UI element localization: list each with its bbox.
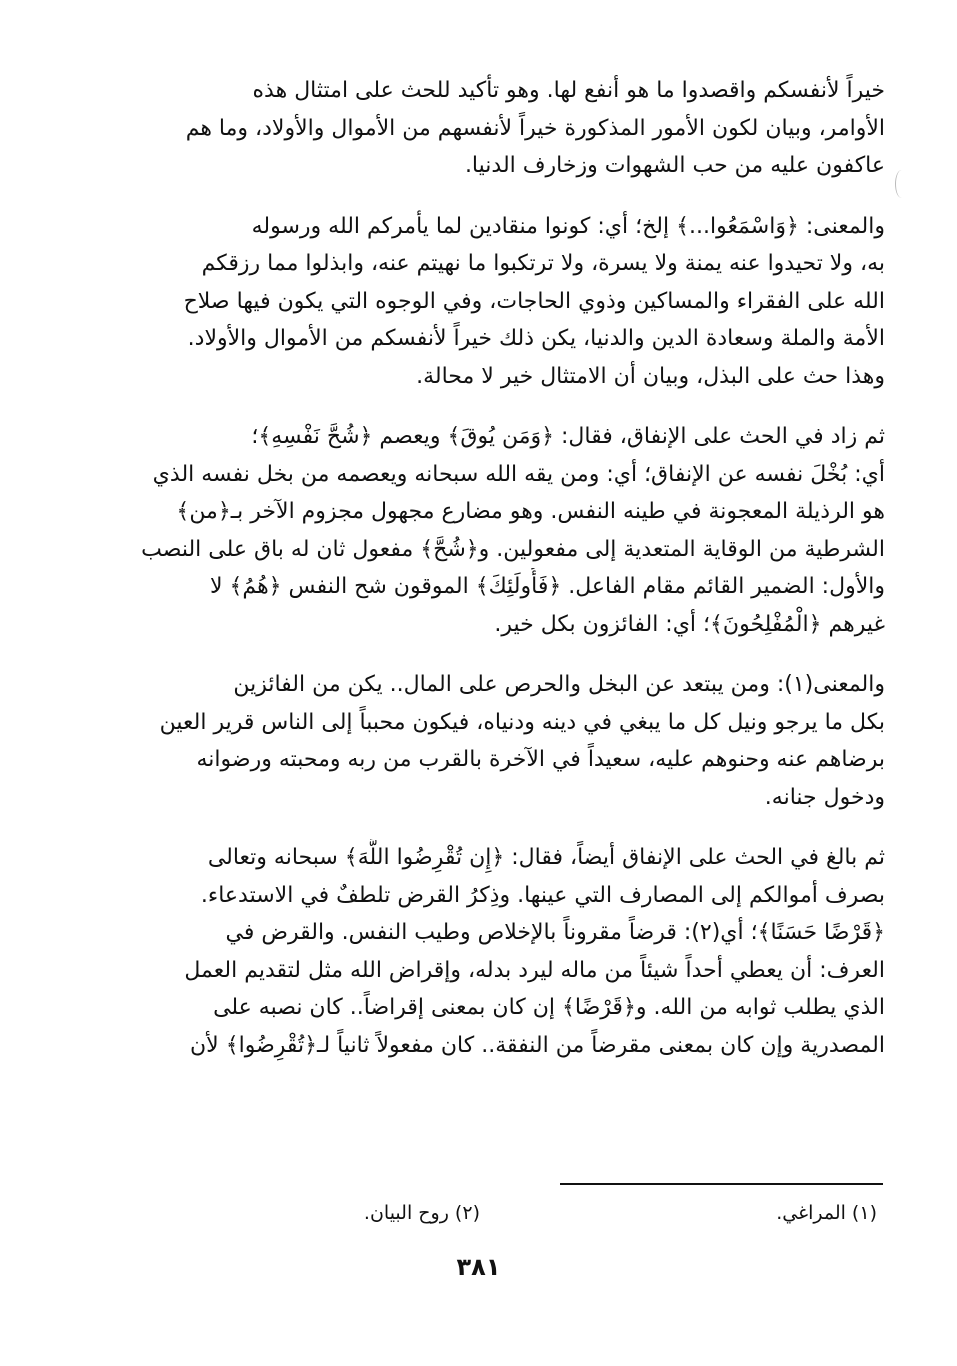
text-line: عاكفون عليه من حب الشهوات وزخارف الدنيا. [464, 153, 885, 178]
footnote-1: (١) المراغي. [776, 1202, 877, 1224]
text-line: والمعنى(١): ومن يبتعد عن البخل والحرص على المال.. يكن من الفائزين [233, 672, 885, 697]
text-line: به، ولا تحيدوا عنه يمنة ولا يسرة، ولا ترتكبوا ما نهيتم عنه، وابذلوا مما رزقكم [201, 251, 885, 276]
text-line: ثم زاد في الحث على الإنفاق، فقال: ﴿وَمَن يُوقَ﴾ ويعصم ﴿شُحَّ نَفْسِهِ﴾؛ [251, 424, 885, 449]
text-line: الشرطية من الوقاية المتعدية إلى مفعولين. و﴿شُحَّ﴾ مفعول ثان له باق على النصب [141, 536, 885, 562]
text-line: ودخول جنانه. [764, 784, 885, 810]
text-line: غيرهم ﴿الْمُفْلِحُونَ﴾؛ أي: الفائزون بكل خير. [494, 611, 885, 637]
paragraph-4 [100, 666, 885, 816]
text-line: برضاهم عنه وحنوهم عليه، سعيداً في الآخرة بالقرب من ربه ومحبته ورضوانه [196, 747, 885, 772]
text-line: المصدرية وإن كان بمعنى مقرضاً من النفقة.. كان مفعولاً ثانياً لـ﴿تُقْرِضُوا﴾ لأن [190, 1032, 885, 1058]
margin-mark [895, 170, 908, 198]
paragraph-1 [100, 72, 885, 185]
text-line: الذي يطلب ثوابه من الله. و﴿قَرْضًا﴾ إن كان بمعنى إقراضاً.. كان نصبه على [213, 995, 885, 1020]
paragraph-2 [100, 208, 885, 396]
text-line: هو الرذيلة المعجونة في طينه النفس. وهو مضارع مجهول مجزوم الآخر بـ﴿من﴾ [176, 499, 885, 524]
text-line: الأمة والملة وسعادة الدين والدنيا، يكن ذلك خيراً لأنفسكم من الأموال والأولاد. [187, 326, 885, 351]
text-line: بصرف أموالكم إلى المصارف التي عينها. وذِكرُ القرض تلطفٌ في الاستدعاء. [200, 882, 885, 908]
footnote-2: (٢) روح البيان. [363, 1202, 480, 1224]
text-line: وهذا حث على البذل، وبيان أن الامتثال خير لا محالة. [416, 363, 885, 389]
page-number: ٣٨١ [456, 1253, 501, 1281]
paragraph-5 [100, 839, 885, 1064]
text-line: ثم بالغ في الحث على الإنفاق أيضاً، فقال: ﴿إِن تُقْرِضُوا اللَّهَ﴾ سبحانه وتعالى [207, 845, 885, 870]
text-line: الأوامر، وبيان لكون الأمور المذكورة خيراً لأنفسهم من الأموال والأولاد، وما هم [185, 115, 885, 141]
page-body [100, 72, 885, 1087]
paragraph-3 [100, 418, 885, 643]
text-line: الله على الفقراء والمساكين وذوي الحاجات، وفي الوجوه التي يكون فيها صلاح [183, 288, 885, 314]
text-line: خيراً لأنفسكم واقصدوا ما هو أنفع لها. وهو تأكيد للحث على امتثال هذه [252, 78, 885, 103]
text-line: أي: بُخْلَ نفسه عن الإنفاق؛ أي: ومن يقه الله سبحانه ويعصمه من بخل نفسه الذي [152, 461, 885, 487]
text-line: والأول: الضمير القائم مقام الفاعل. ﴿فَأُولَئِكَ﴾ الموقون شح النفس ﴿هُمُ﴾ لا [210, 574, 885, 599]
text-line: ﴿قَرْضًا حَسَنًا﴾؛ أي(٢): قرضاً مقروناً بالإخلاص وطيب النفس. والقرض في [225, 920, 885, 945]
text-line: بكل ما يرجو ونيل كل ما يبغي في دينه ودنياه، فيكون محبباً إلى الناس قرير العين [159, 709, 885, 735]
footnote-divider [560, 1183, 883, 1185]
text-line: والمعنى: ﴿وَاسْمَعُوا...﴾ إلخ؛ أي: كونوا منقادين لما يأمركم الله ورسوله [251, 213, 885, 239]
text-line: العرف: أن يعطي أحداً شيئاً من ماله ليرد بدله، وإقراض الله مثل لتقديم العمل [184, 957, 885, 983]
